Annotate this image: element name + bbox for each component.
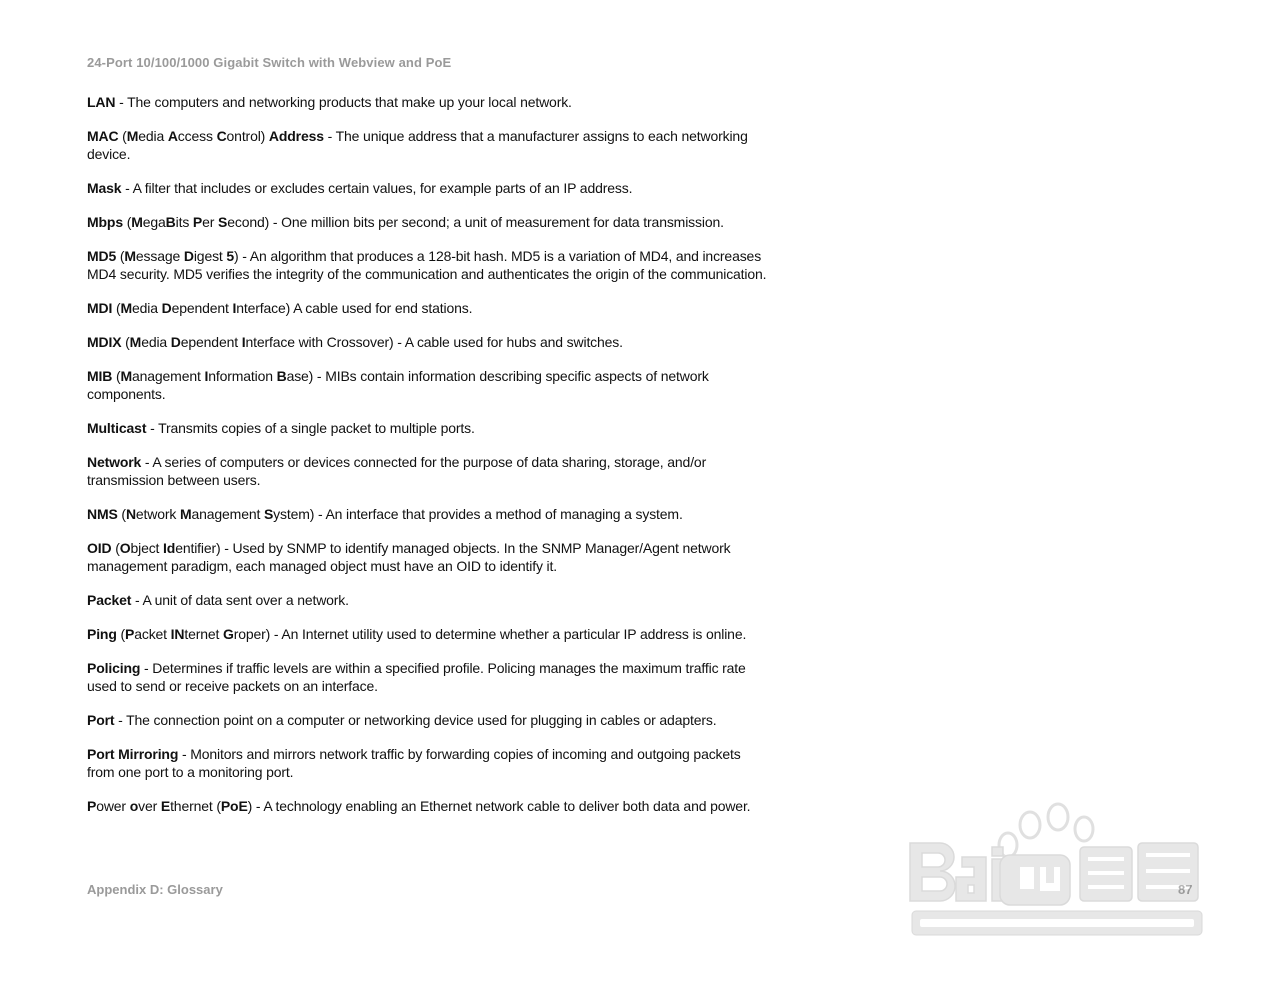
entry-term-text: o <box>129 798 139 814</box>
entry-definition-text: thernet ( <box>170 798 221 814</box>
entry-definition-text: igest <box>193 248 227 264</box>
entry-definition-text: roper) - An Internet utility used to determine whether a particular IP address is online. <box>233 626 747 642</box>
entry-term-text: I <box>241 334 246 350</box>
glossary-entry <box>87 179 797 197</box>
entry-definition-text: bject <box>130 540 164 556</box>
glossary-entry <box>87 659 797 695</box>
entry-definition-text: - Determines if traffic levels are within a specified profile. Policing manages the maximum traffic rate used to send or receive packets on an interface. <box>87 660 746 694</box>
baidu-watermark-logo <box>900 795 1210 945</box>
entry-definition-text: its <box>175 214 193 230</box>
entry-definition-text: ependent <box>171 300 233 316</box>
entry-definition-text: ( <box>118 128 127 144</box>
entry-term-text: Address <box>268 128 324 144</box>
entry-term-text: B <box>276 368 287 384</box>
entry-term-text: Network <box>87 454 142 470</box>
entry-term-text: MAC <box>87 128 119 144</box>
entry-definition-text: acket <box>134 626 171 642</box>
entry-definition-text: ) - An algorithm that produces a 128-bit hash. MD5 is a variation of MD4, and increases MD4 security. MD5 verifies the integrity of the communication and authenticates the origin of the communication. <box>87 248 767 282</box>
entry-definition-text: ower <box>96 798 130 814</box>
glossary-entry <box>87 711 797 729</box>
entry-definition-text: ( <box>116 248 125 264</box>
entry-term-text: M <box>179 506 192 522</box>
entry-term-text: OID <box>87 540 112 556</box>
entry-term-text: 5 <box>226 248 235 264</box>
entry-term-text: M <box>126 128 139 144</box>
entry-term-text: C <box>216 128 227 144</box>
entry-definition-text: - Transmits copies of a single packet to multiple ports. <box>146 420 475 436</box>
entry-term-text: M <box>124 248 136 264</box>
entry-term-text: Port <box>87 712 115 728</box>
entry-definition-text: ) - A technology enabling an Ethernet network cable to deliver both data and power. <box>247 798 751 814</box>
footer-section-label: Appendix D: Glossary <box>87 882 223 897</box>
entry-term-text: IN <box>170 626 185 642</box>
glossary-entry <box>87 625 797 643</box>
entry-definition-text: edia <box>132 300 162 316</box>
entry-term-text: MDIX <box>87 334 122 350</box>
entry-definition-text: nterface with Crossover) - A cable used for hubs and switches. <box>245 334 623 350</box>
entry-term-text: Ping <box>87 626 117 642</box>
entry-term-text: A <box>167 128 178 144</box>
entry-term-text: Id <box>163 540 176 556</box>
glossary-entry <box>87 93 797 111</box>
entry-term-text: E <box>160 798 171 814</box>
glossary-entry <box>87 591 797 609</box>
entry-definition-text: ependent <box>180 334 242 350</box>
entry-term-text: O <box>119 540 131 556</box>
entry-definition-text: ( <box>112 368 121 384</box>
glossary-entry <box>87 419 797 437</box>
entry-definition-text: ( <box>116 626 125 642</box>
entry-term-text: Mask <box>87 180 122 196</box>
glossary-entry <box>87 247 797 283</box>
entry-term-text: LAN <box>87 94 116 110</box>
entry-term-text: D <box>170 334 181 350</box>
entry-term-text: Mbps <box>87 214 123 230</box>
entry-term-text: M <box>120 368 132 384</box>
entry-term-text: MIB <box>87 368 113 384</box>
entry-term-text: PoE <box>220 798 248 814</box>
glossary-entry <box>87 367 797 403</box>
entry-definition-text: entifier) - Used by SNMP to identify managed objects. In the SNMP Manager/Agent network management paradigm, each managed object must have an OID to identify it. <box>87 540 731 574</box>
entry-definition-text: etwork <box>135 506 180 522</box>
entry-definition-text: ega <box>142 214 166 230</box>
entry-definition-text: ternet <box>184 626 223 642</box>
entry-definition-text: ( <box>122 214 132 230</box>
glossary-entry <box>87 333 797 351</box>
glossary-entry <box>87 745 797 781</box>
entry-definition-text: ontrol) <box>226 128 269 144</box>
glossary-entry <box>87 539 797 575</box>
entry-definition-text: er <box>202 214 219 230</box>
entry-definition-text: - A unit of data sent over a network. <box>131 592 349 608</box>
entry-term-text: Policing <box>87 660 141 676</box>
entry-definition-text: - The computers and networking products that make up your local network. <box>115 94 572 110</box>
entry-definition-text: ( <box>111 540 120 556</box>
entry-term-text: I <box>232 300 237 316</box>
entry-term-text: G <box>223 626 234 642</box>
entry-term-text: P <box>87 798 97 814</box>
entry-term-text: M <box>131 214 143 230</box>
glossary-entry <box>87 213 797 231</box>
entry-definition-text: ( <box>121 334 130 350</box>
entry-term-text: P <box>125 626 135 642</box>
entry-term-text: S <box>263 506 274 522</box>
entry-definition-text: nformation <box>208 368 277 384</box>
glossary-entry <box>87 453 797 489</box>
entry-term-text: N <box>125 506 136 522</box>
glossary-entry <box>87 505 797 523</box>
entry-definition-text: ( <box>112 300 121 316</box>
entry-definition-text: anagement <box>191 506 264 522</box>
entry-term-text: B <box>165 214 176 230</box>
entry-definition-text: anagement <box>132 368 205 384</box>
entry-term-text: Packet <box>87 592 132 608</box>
entry-term-text: S <box>218 214 228 230</box>
entry-definition-text: - Monitors and mirrors network traffic by forwarding copies of incoming and outgoing packets from one port to a monitoring port. <box>87 746 741 780</box>
entry-definition-text: nterface) A cable used for end stations. <box>236 300 473 316</box>
entry-definition-text: ( <box>117 506 126 522</box>
entry-definition-text: ase) - MIBs contain information describing specific aspects of network components. <box>87 368 709 402</box>
entry-definition-text: edia <box>141 334 171 350</box>
entry-term-text: Multicast <box>87 420 147 436</box>
entry-term-text: D <box>161 300 172 316</box>
glossary-entry <box>87 127 797 163</box>
entry-definition-text: econd) - One million bits per second; a unit of measurement for data transmission. <box>227 214 724 230</box>
entry-term-text: MDI <box>87 300 113 316</box>
glossary-entry <box>87 299 797 317</box>
entry-term-text: NMS <box>87 506 118 522</box>
entry-term-text: P <box>192 214 203 230</box>
entry-term-text: I <box>204 368 209 384</box>
entry-definition-text: - A filter that includes or excludes certain values, for example parts of an IP address. <box>121 180 633 196</box>
entry-term-text: M <box>120 300 132 316</box>
entry-term-text: Port Mirroring <box>87 746 179 762</box>
glossary-list <box>87 93 797 831</box>
entry-term-text: M <box>129 334 142 350</box>
entry-definition-text: ystem) - An interface that provides a method of managing a system. <box>273 506 683 522</box>
entry-definition-text: - The connection point on a computer or networking device used for plugging in cables or adapters. <box>114 712 717 728</box>
glossary-entry <box>87 797 797 815</box>
entry-definition-text: ccess <box>177 128 217 144</box>
entry-term-text: MD5 <box>87 248 117 264</box>
entry-definition-text: essage <box>135 248 184 264</box>
entry-definition-text: - A series of computers or devices connected for the purpose of data sharing, storage, and/or transmission between users. <box>87 454 707 488</box>
entry-definition-text: - The unique address that a manufacturer assigns to each networking device. <box>87 128 748 162</box>
page-header: 24-Port 10/100/1000 Gigabit Switch with Webview and PoE <box>87 55 452 70</box>
entry-term-text: D <box>183 248 194 264</box>
entry-definition-text: edia <box>138 128 168 144</box>
entry-definition-text: ver <box>138 798 161 814</box>
